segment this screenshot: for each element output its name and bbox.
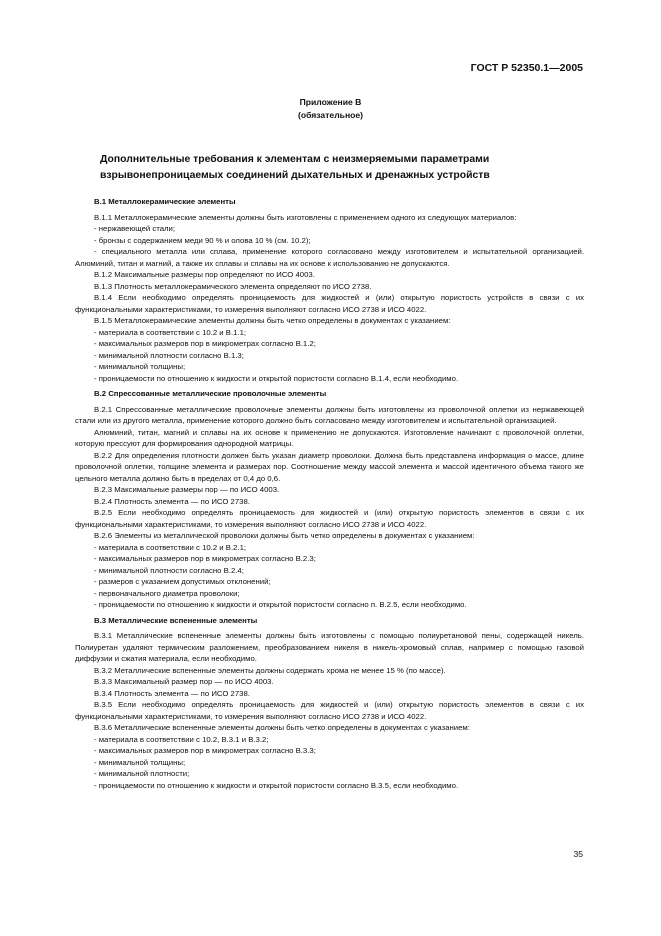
- list-item: - бронзы с содержанием меди 90 % и олова 10 % (см. 10.2);: [94, 235, 311, 245]
- list-item: - размеров с указанием допустимых отклонений;: [94, 577, 271, 586]
- page-number: 35: [573, 849, 583, 859]
- list-item: - материала в соответствии с 10.2 и В.2.1;: [94, 542, 247, 552]
- list-item: - минимальной плотности согласно В.2.4;: [94, 565, 244, 575]
- annex-title: Приложение В: [299, 97, 362, 107]
- list-item: - проницаемости по отношению к жидкости и открытой пористости согласно В.1.4, если необходимо.: [94, 373, 459, 383]
- annex-heading: [0, 96, 661, 122]
- paragraph: В.2.6 Элементы из металлической проволоки должны быть четко определены в документах с указанием:: [94, 531, 475, 540]
- paragraph: В.2.2 Для определения плотности должен быть указан диаметр проволоки. Должна быть представлена информация о массе, длине проволочной оплетки, толщине элемента и размерах пор. Соотношение между массой элемента и массой идентичного объема такого же цельного металла должно быть в пределах от 0,4 до 0,6.: [75, 450, 584, 483]
- annex-status: (обязательное): [297, 110, 364, 120]
- paragraph: В.1.5 Металлокерамические элементы должны быть четко определены в документах с указанием:: [94, 316, 451, 325]
- page-title-line-1: Дополнительные требования к элементам с неизмеряемыми параметрами: [100, 154, 490, 165]
- paragraph: В.3.3 Максимальный размер пор — по ИСО 4003.: [94, 677, 274, 686]
- page-title: [100, 152, 562, 184]
- list-item: - минимальной толщины;: [94, 362, 186, 371]
- paragraph: В.1.1 Металлокерамические элементы должны быть изготовлены с применением одного из следующих материалов:: [94, 212, 517, 222]
- paragraph: В.2.5 Если необходимо определять проницаемость для жидкостей и (или) открытую пористость элементов в связи с их функциональными характеристиками, то измерения выполняют согласно ИСО 2738 и ИСО 4022.: [75, 508, 584, 529]
- list-item: - материала в соответствии с 10.2, В.3.1 и В.3.2;: [94, 734, 269, 744]
- paragraph: В.1.3 Плотность металлокерамического элемента определяют по ИСО 2738.: [94, 281, 372, 291]
- paragraph: В.1.4 Если необходимо определять проницаемость для жидкостей и (или) открытую пористость устройств в связи с их функциональными характеристиками, то измерения выполняют согласно ИСО 2738 и ИСО 4022.: [75, 293, 584, 314]
- page-title-line-2: взрывонепроницаемых соединений дыхательных и дренажных устройств: [100, 170, 490, 181]
- list-item: - первоначального диаметра проволоки;: [94, 588, 240, 598]
- list-item: - минимальной плотности согласно В.1.3;: [94, 350, 244, 360]
- paragraph: Алюминий, титан, магний и сплавы на их основе к применению не допускаются. Изготовление начинают с проволочной оплетки, которую прессуют для формирования однородной матрицы.: [75, 427, 584, 448]
- list-item: - максимальных размеров пор в микрометрах согласно В.2.3;: [94, 554, 316, 563]
- list-item: - специального металла или сплава, применение которого согласовано между изготовителем и испытательной организацией. Алюминий, титан и магний, а также их сплавы и сплавы на их основе к использованию не допускаются.: [75, 247, 584, 268]
- section-heading: В.1 Металлокерамические элементы: [94, 197, 236, 206]
- section-heading: В.3 Металлические вспененные элементы: [94, 615, 258, 625]
- list-item: - нержавеющей стали;: [94, 224, 176, 233]
- paragraph: В.3.1 Металлические вспененные элементы должны быть изготовлены с помощью полиуретановой пены, содержащей никель. Полиуретан удаляют термическим разложением, преобразованием никеля в никель-хромовый сплав, например с помощью газовой диффузии и сжатия материала, если необходимо.: [75, 631, 584, 663]
- list-item: - максимальных размеров пор в микрометрах согласно В.1.2;: [94, 339, 316, 348]
- paragraph: В.3.4 Плотность элемента — по ИСО 2738.: [94, 688, 250, 698]
- paragraph: В.3.5 Если необходимо определять проницаемость для жидкостей и (или) открытую пористость элементов в связи с их функциональными характеристиками, то измерения выполняют согласно ИСО 2738 и ИСО 4022.: [75, 700, 584, 721]
- paragraph: В.1.2 Максимальные размеры пор определяют по ИСО 4003.: [94, 270, 315, 279]
- paragraph: В.2.1 Спрессованные металлические проволочные элементы должны быть изготовлены из проволочной оплетки из нержавеющей стали или из другого металла, применение которого должно быть согласовано между изготовителем и испытательной организацией.: [75, 404, 584, 425]
- list-item: - максимальных размеров пор в микрометрах согласно В.3.3;: [94, 746, 316, 755]
- list-item: - проницаемости по отношению к жидкости и открытой пористости согласно В.3.5, если необходимо.: [94, 780, 459, 790]
- list-item: - материала в соответствии с 10.2 и В.1.1;: [94, 327, 247, 337]
- paragraph: В.3.2 Металлические вспененные элементы должны содержать хрома не менее 15 % (по массе).: [94, 665, 446, 675]
- paragraph: В.2.3 Максимальные размеры пор — по ИСО 4003.: [94, 485, 280, 494]
- document-body: [75, 196, 584, 791]
- list-item: - минимальной плотности;: [94, 769, 190, 778]
- paragraph: В.3.6 Металлические вспененные элементы должны быть четко определены в документах с указанием:: [94, 723, 470, 732]
- document-code: ГОСТ Р 52350.1—2005: [470, 62, 583, 74]
- paragraph: В.2.4 Плотность элемента — по ИСО 2738.: [94, 496, 250, 506]
- list-item: - минимальной толщины;: [94, 757, 186, 767]
- section-heading: В.2 Спрессованные металлические проволочные элементы: [94, 389, 327, 398]
- list-item: - проницаемости по отношению к жидкости и открытой пористости согласно п. В.2.5, если необходимо.: [94, 600, 467, 609]
